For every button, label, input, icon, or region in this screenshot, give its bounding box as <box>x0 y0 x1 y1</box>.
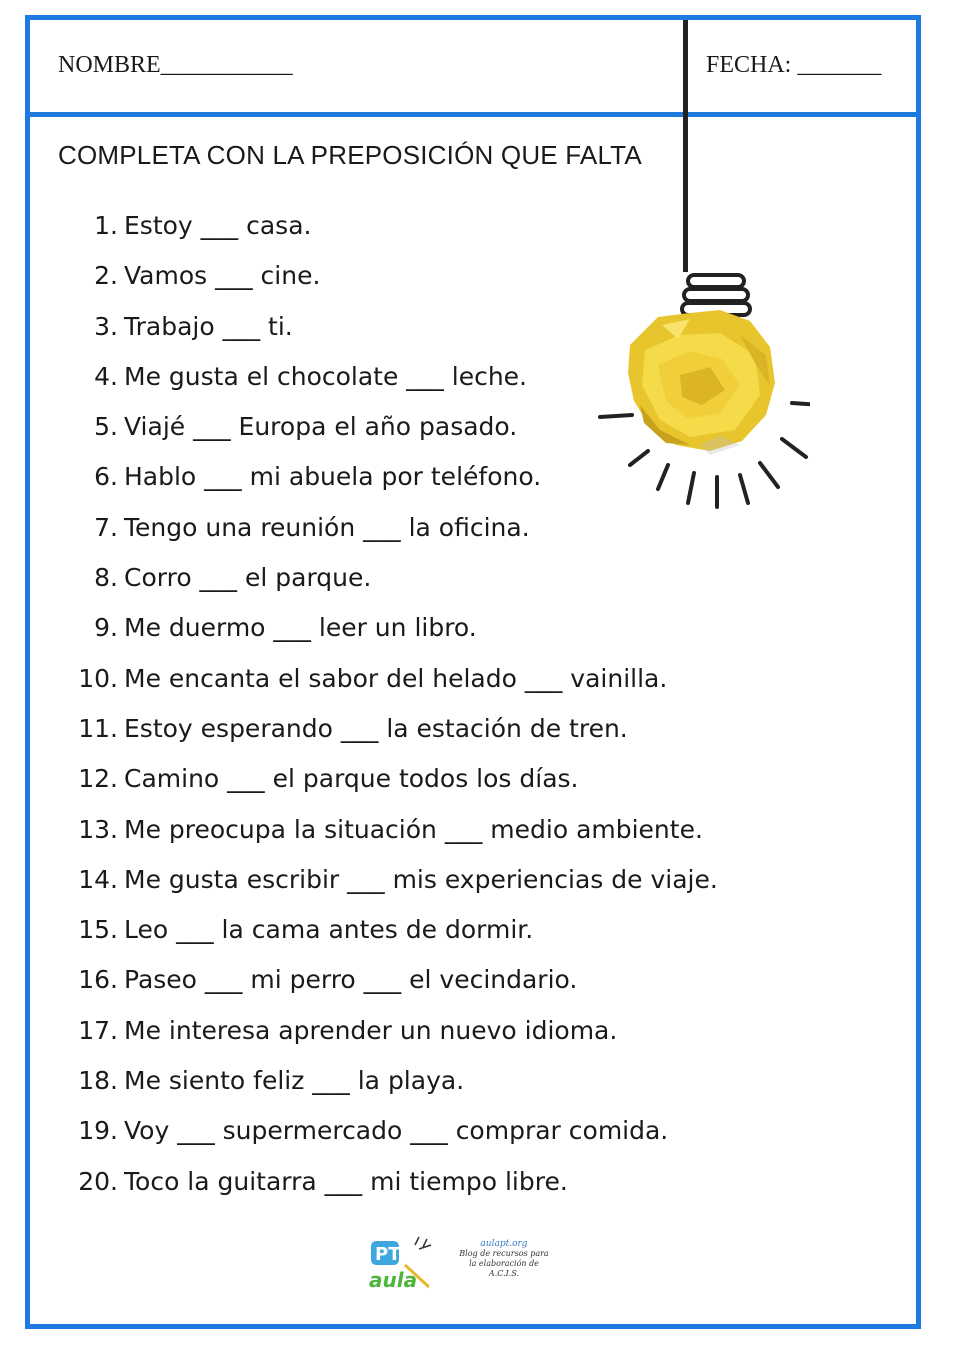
exercise-number: 16. <box>78 965 118 995</box>
exercise-item <box>68 814 718 864</box>
header-bar <box>30 20 916 117</box>
exercise-number: 8. <box>94 563 118 593</box>
aulapt-logo <box>367 1235 549 1295</box>
exercise-item <box>68 864 718 914</box>
exercise-number: 13. <box>78 814 118 844</box>
instructions-heading: COMPLETA CON LA PREPOSICIÓN QUE FALTA <box>58 140 642 170</box>
logo-caption <box>459 1239 549 1279</box>
exercise-text: Me encanta el sabor del helado ___ vainilla. <box>124 663 668 693</box>
exercise-item <box>68 914 718 964</box>
date-field: FECHA: _______ <box>706 52 882 78</box>
exercise-text: Estoy ___ casa. <box>124 211 312 240</box>
lamp-cord <box>683 20 688 272</box>
exercise-text: Vamos ___ cine. <box>124 261 321 291</box>
exercise-item <box>68 512 718 562</box>
exercise-number: 7. <box>94 512 118 542</box>
exercise-number: 12. <box>78 764 118 794</box>
exercise-text: Me interesa aprender un nuevo idioma. <box>124 1015 618 1045</box>
svg-text:aula: aula <box>369 1268 418 1292</box>
exercise-text: Voy ___ supermercado ___ comprar comida. <box>124 1116 669 1146</box>
exercise-number: 20. <box>78 1166 118 1196</box>
exercise-text: Me gusta el chocolate ___ leche. <box>124 361 527 391</box>
pt-aula-logo-mark <box>367 1235 457 1295</box>
name-field: NOMBRE___________ <box>58 52 293 78</box>
exercise-text: Toco la guitarra ___ mi tiempo libre. <box>124 1166 568 1196</box>
exercise-item <box>68 612 718 662</box>
exercise-text: Trabajo ___ ti. <box>124 311 293 341</box>
exercise-item <box>68 713 718 763</box>
exercise-text: Viajé ___ Europa el año pasado. <box>124 412 518 442</box>
exercise-text: Paseo ___ mi perro ___ el vecindario. <box>124 965 578 995</box>
exercise-number: 4. <box>94 361 118 391</box>
lamp-socket <box>682 275 750 315</box>
exercise-item <box>68 1065 718 1115</box>
exercise-item <box>68 1166 718 1216</box>
exercise-item <box>68 210 718 260</box>
exercise-number: 18. <box>78 1066 118 1096</box>
exercise-item <box>68 663 718 713</box>
exercise-number: 11. <box>78 713 118 743</box>
exercise-text: Camino ___ el parque todos los días. <box>124 764 579 794</box>
exercise-text: Me duermo ___ leer un libro. <box>124 613 477 643</box>
exercise-number: 14. <box>78 864 118 894</box>
lightbulb-illustration <box>570 255 810 515</box>
exercise-text: Me siento feliz ___ la playa. <box>124 1066 465 1096</box>
exercise-text: Tengo una reunión ___ la oficina. <box>124 512 530 542</box>
crumpled-paper-bulb <box>628 310 775 455</box>
worksheet-frame <box>25 15 921 1329</box>
exercise-text: Estoy esperando ___ la estación de tren. <box>124 713 628 743</box>
exercise-number: 9. <box>94 613 118 643</box>
exercise-number: 3. <box>94 311 118 341</box>
logo-tagline: Blog de recursos para la elaboración de A.C.I.S. <box>459 1249 549 1278</box>
exercise-item <box>68 562 718 612</box>
exercise-item <box>68 1015 718 1065</box>
exercise-number: 6. <box>94 462 118 492</box>
exercise-number: 1. <box>94 211 118 240</box>
exercise-number: 19. <box>78 1116 118 1146</box>
exercise-number: 10. <box>78 663 118 693</box>
exercise-text: Hablo ___ mi abuela por teléfono. <box>124 462 542 492</box>
exercise-text: Me preocupa la situación ___ medio ambiente. <box>124 814 703 844</box>
exercise-item <box>68 1115 718 1165</box>
exercise-text: Leo ___ la cama antes de dormir. <box>124 915 534 945</box>
exercise-text: Me gusta escribir ___ mis experiencias de viaje. <box>124 864 718 894</box>
exercise-item <box>68 763 718 813</box>
exercise-number: 2. <box>94 261 118 291</box>
logo-site: aulapt.org <box>480 1239 528 1249</box>
exercise-item <box>68 964 718 1014</box>
exercise-number: 15. <box>78 915 118 945</box>
exercise-number: 5. <box>94 412 118 442</box>
exercise-number: 17. <box>78 1015 118 1045</box>
svg-text:PT: PT <box>375 1244 401 1265</box>
exercise-text: Corro ___ el parque. <box>124 563 372 593</box>
